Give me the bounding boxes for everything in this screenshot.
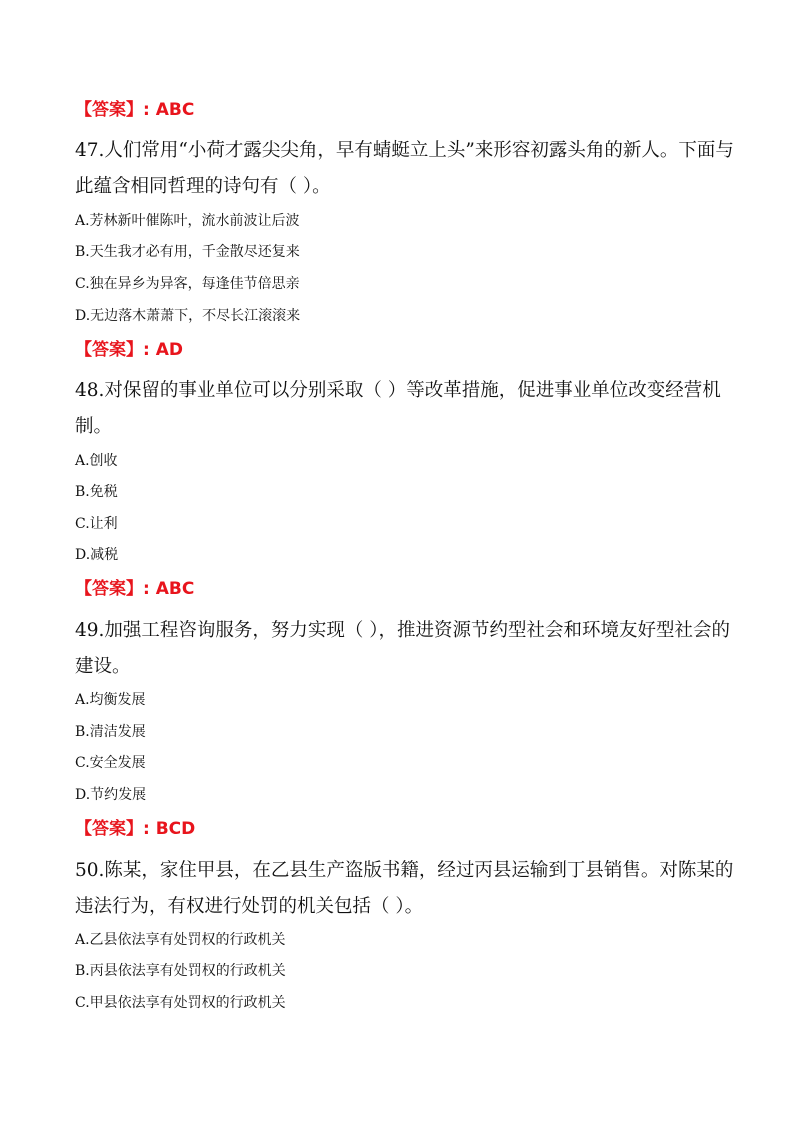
question-49-option-c: C.安全发展 — [75, 755, 146, 771]
question-50-option-b: B.丙县依法享有处罚权的行政机关 — [75, 963, 286, 979]
question-49-option-d: D.节约发展 — [75, 787, 147, 803]
answer-label: 【答案】: ABC — [75, 100, 195, 120]
question-47-option-b: B.天生我才必有用，千金散尽还复来 — [75, 244, 300, 260]
question-48-option-a: A.创收 — [75, 453, 118, 469]
question-50-option-c: C.甲县依法享有处罚权的行政机关 — [75, 995, 286, 1011]
question-48-option-c: C.让利 — [75, 516, 118, 532]
answer-label: 【答案】: AD — [75, 340, 183, 360]
question-50-option-a: A.乙县依法享有处罚权的行政机关 — [75, 932, 286, 948]
question-47-option-a: A.芳林新叶催陈叶，流水前波让后波 — [75, 213, 300, 229]
question-47-option-c: C.独在异乡为异客，每逢佳节倍思亲 — [75, 276, 300, 292]
question-47-stem: 47.人们常用“小荷才露尖尖角，早有蜻蜓立上头”来形容初露头角的新人。下面与此蕴含相同哲理的诗句有（ ）。 — [75, 140, 734, 197]
question-49-option-b: B.清洁发展 — [75, 724, 146, 740]
answer-label: 【答案】: ABC — [75, 579, 195, 599]
question-48-stem: 48.对保留的事业单位可以分别采取（ ）等改革措施，促进事业单位改变经营机制。 — [75, 380, 721, 437]
question-49-stem: 49.加强工程咨询服务，努力实现（ ），推进资源节约型社会和环境友好型社会的建设。 — [75, 620, 731, 677]
answer-label: 【答案】: BCD — [75, 819, 196, 839]
question-50-stem: 50.陈某，家住甲县，在乙县生产盗版书籍，经过丙县运输到丁县销售。对陈某的违法行为，有权进行处罚的机关包括（ ）。 — [75, 860, 734, 917]
question-49-option-a: A.均衡发展 — [75, 692, 146, 708]
question-48-option-d: D.减税 — [75, 547, 119, 563]
question-48-option-b: B.免税 — [75, 484, 118, 500]
question-47-option-d: D.无边落木萧萧下，不尽长江滚滚来 — [75, 308, 301, 324]
